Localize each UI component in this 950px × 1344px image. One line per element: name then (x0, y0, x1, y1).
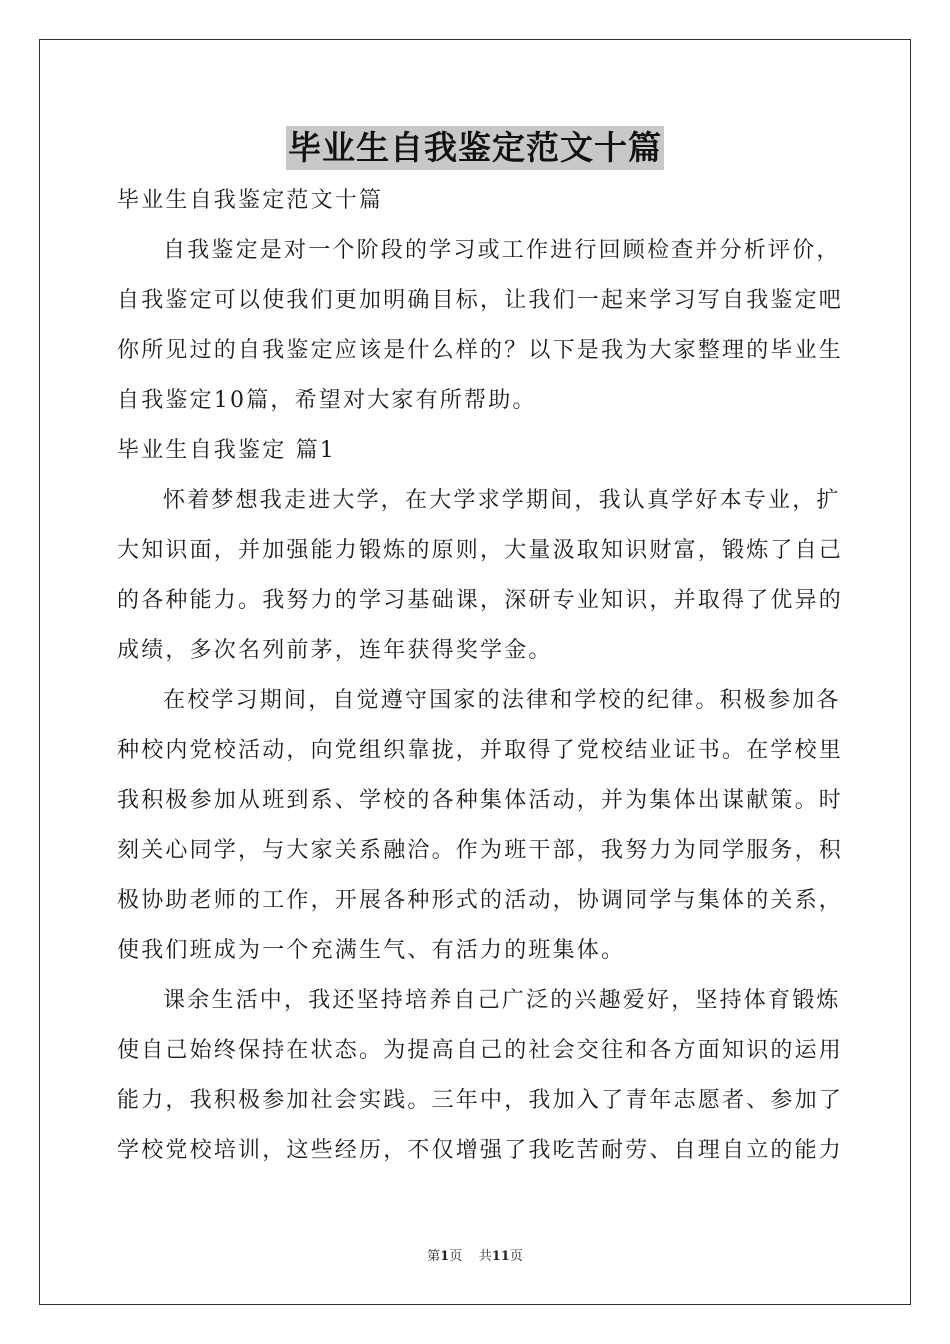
body-line (117, 326, 844, 376)
line-text: 的各种能力。我努力的学习基础课，深研专业知识，并取得了优异的 (117, 588, 844, 613)
body-line (117, 776, 844, 826)
line-text: 毕业生自我鉴定 篇1 (117, 438, 336, 463)
body-line (117, 676, 841, 726)
body-line (117, 726, 844, 776)
total-suffix: 页 (509, 1249, 523, 1264)
line-text: 成绩，多次名列前茅，连年获得奖学金。 (117, 638, 553, 663)
line-text: 学校党校培训，这些经历，不仅增强了我吃苦耐劳、自理自立的能力 (117, 1138, 844, 1163)
line-text: 使自己始终保持在状态。为提高自己的社会交往和各方面知识的运用 (117, 1038, 844, 1063)
page-footer (0, 1248, 950, 1266)
title-container (0, 126, 950, 170)
line-text: 怀着梦想我走进大学，在大学求学期间，我认真学好本专业，扩 (163, 488, 841, 513)
body-line (117, 826, 844, 876)
page-number: 1 (440, 1249, 450, 1264)
total-prefix: 共 (478, 1249, 492, 1264)
body-line (117, 526, 844, 576)
body-line (117, 276, 844, 326)
line-text: 自我鉴定可以使我们更加明确目标，让我们一起来学习写自我鉴定吧 (117, 288, 844, 313)
line-text: 大知识面，并加强能力锻炼的原则，大量汲取知识财富，锻炼了自己 (117, 538, 844, 563)
body-line (117, 1126, 844, 1176)
line-text: 在校学习期间，自觉遵守国家的法律和学校的纪律。积极参加各 (163, 688, 841, 713)
line-text: 毕业生自我鉴定范文十篇 (117, 188, 384, 213)
body-line (117, 476, 841, 526)
document-title: 毕业生自我鉴定范文十篇 (286, 126, 664, 170)
page-prefix: 第 (427, 1249, 441, 1264)
body-line (117, 1026, 844, 1076)
line-text: 你所见过的自我鉴定应该是什么样的？以下是我为大家整理的毕业生 (117, 338, 844, 363)
body-line (117, 626, 837, 676)
page-suffix: 页 (449, 1249, 463, 1264)
body-line (117, 876, 844, 926)
body-line (117, 1076, 844, 1126)
line-text: 刻关心同学，与大家关系融洽。作为班干部，我努力为同学服务，积 (117, 838, 844, 863)
body-line (117, 226, 841, 276)
body-line (117, 926, 837, 976)
body-line (117, 576, 844, 626)
line-text: 能力，我积极参加社会实践。三年中，我加入了青年志愿者、参加了 (117, 1088, 844, 1113)
document-body (117, 176, 844, 1176)
line-text: 使我们班成为一个充满生气、有活力的班集体。 (117, 938, 626, 963)
line-text: 极协助老师的工作，开展各种形式的活动，协调同学与集体的关系， (117, 888, 844, 913)
body-line (117, 376, 837, 426)
total-pages: 11 (491, 1249, 510, 1264)
line-text: 我积极参加从班到系、学校的各种集体活动，并为集体出谋献策。时 (117, 788, 844, 813)
body-line (117, 176, 837, 226)
body-line (117, 976, 841, 1026)
line-text: 自我鉴定是对一个阶段的学习或工作进行回顾检查并分析评价， (163, 238, 841, 263)
line-text: 课余生活中，我还坚持培养自己广泛的兴趣爱好，坚持体育锻炼 (163, 988, 841, 1013)
line-text: 种校内党校活动，向党组织靠拢，并取得了党校结业证书。在学校里 (117, 738, 844, 763)
line-text: 自我鉴定10篇，希望对大家有所帮助。 (117, 388, 537, 413)
body-line (117, 426, 837, 476)
